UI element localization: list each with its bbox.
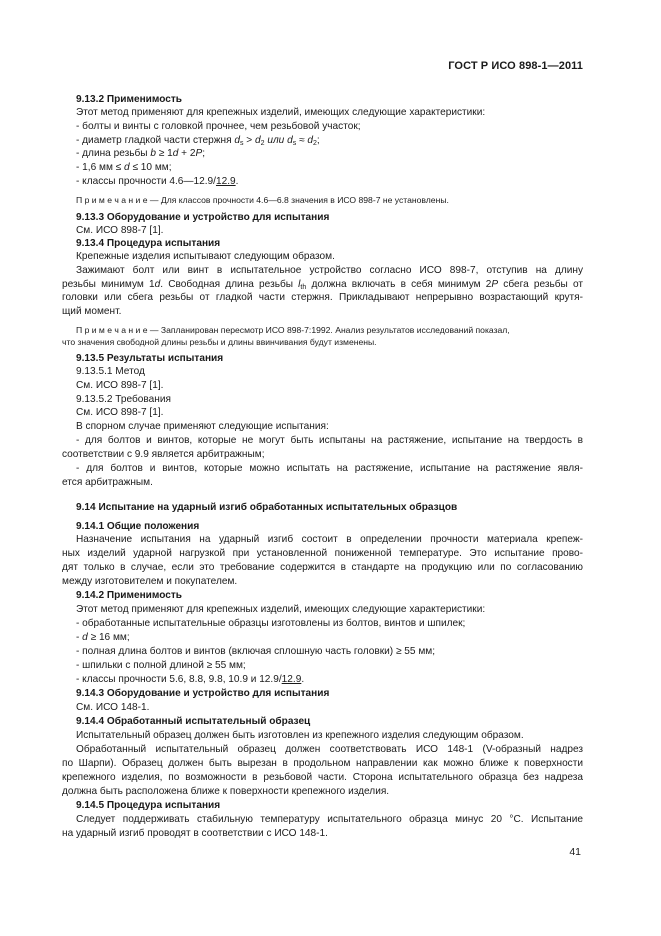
paragraph: Этот метод применяют для крепежных изделий, имеющих следующие характеристики: (76, 604, 486, 615)
paragraph: См. ИСО 898-7 [1]. (76, 407, 164, 418)
paragraph: См. ИСО 148-1. (76, 702, 150, 713)
section-9-13-5-title: 9.13.5 Результаты испытания (76, 353, 224, 364)
paragraph-line: Назначение испытания на ударный изгиб состоит в определении прочности материала крепеж- (76, 534, 583, 545)
list-item-line: ется арбитражным. (62, 477, 153, 488)
paragraph: В спорном случае применяют следующие испытания: (76, 421, 329, 432)
note-line: что значения свободной длины резьбы и длины ввинчивания будут изменены. (62, 337, 377, 347)
paragraph-line: Следует поддерживать стабильную температуру испытательного образца минус 20 °С. Испытание (76, 814, 583, 825)
document-header: ГОСТ Р ИСО 898-1—2011 (448, 60, 583, 72)
paragraph-line: Зажимают болт или винт в испытательное устройство согласно ИСО 898-7, отступив на длину (76, 265, 583, 276)
paragraph: Этот метод применяют для крепежных изделий, имеющих следующие характеристики: (76, 107, 486, 118)
paragraph-line: между изготовителем и покупателем. (62, 576, 238, 587)
section-9-13-3-title: 9.13.3 Оборудование и устройство для испытания (76, 212, 330, 223)
paragraph: Крепежные изделия испытывают следующим образом. (76, 251, 335, 262)
list-item: - классы прочности 5.6, 8.8, 9.8, 10.9 и 12.9/12.9. (76, 674, 305, 685)
section-9-13-2-title: 9.13.2 Применимость (76, 94, 183, 105)
list-item: - диаметр гладкой части стержня $d_s > d_2$ или $d_s \approx d_2$; (76, 135, 320, 147)
paragraph-line: по Шарпи). Образец должен быть вырезан в продольном направлении как можно ближе к поверхности (62, 758, 583, 769)
section-9-14-2-title: 9.14.2 Применимость (76, 590, 183, 601)
paragraph-line: Обработанный испытательный образец должен соответствовать ИСО 148-1 (V-образный надрез (76, 744, 583, 755)
paragraph-line: дят только в случае, если это требование содержится в стандарте на продукцию или по согласованию (62, 562, 583, 573)
paragraph: См. ИСО 898-7 [1]. (76, 380, 164, 391)
note: П р и м е ч а н и е — Запланирован пересмотр ИСО 898-7:1992. Анализ результатов исследований показал, (76, 325, 510, 335)
section-9-13-4-title: 9.13.4 Процедура испытания (76, 238, 221, 249)
subsection-title: 9.13.5.2 Требования (76, 394, 171, 405)
list-item: - полная длина болтов и винтов (включая сплошную часть головки) ≥ 55 мм; (76, 646, 436, 657)
list-item: - 1,6 мм ≤ d ≤ 10 мм; (76, 162, 172, 173)
list-item-line: соответствии с 9.9 является арбитражным; (62, 449, 265, 460)
list-item: - шпильки с полной длиной ≥ 55 мм; (76, 660, 246, 671)
paragraph-line: резьбы минимум 1d. Свободная длина резьбы $l_{th}$ должна включать в себя минимум 2P сбега резьбы от (62, 279, 583, 291)
list-item: - болты и винты с головкой прочнее, чем резьбовой участок; (76, 121, 361, 132)
list-item: - для болтов и винтов, которые можно испытать на растяжение, испытание на растяжение явля- (76, 463, 583, 474)
section-9-14-4-title: 9.14.4 Обработанный испытательный образец (76, 716, 311, 727)
subsection-title: 9.13.5.1 Метод (76, 366, 145, 377)
section-9-14-3-title: 9.14.3 Оборудование и устройство для испытания (76, 688, 330, 699)
paragraph-line: должна быть расположена ближе к поверхности крепежного изделия. (62, 786, 390, 797)
list-item: - для болтов и винтов, которые не могут быть испытаны на растяжение, испытание на твердость в (76, 435, 583, 446)
paragraph: Испытательный образец должен быть изготовлен из крепежного изделия следующим образом. (76, 730, 524, 741)
note: П р и м е ч а н и е — Для классов прочности 4.6—6.8 значения в ИСО 898-7 не установлены. (76, 195, 449, 205)
paragraph: См. ИСО 898-7 [1]. (76, 225, 164, 236)
section-9-14-title: 9.14 Испытание на ударный изгиб обработанных испытательных образцов (76, 502, 458, 513)
list-item: - обработанные испытательные образцы изготовлены из болтов, винтов и шпилек; (76, 618, 466, 629)
paragraph-line: щий момент. (62, 306, 122, 317)
paragraph-line: головки или сбега резьбы от гладкой части стержня. Прикладывают непрерывно возрастающий крутя- (62, 292, 583, 303)
paragraph-line: на ударный изгиб проводят в соответствии с ИСО 148-1. (62, 828, 328, 839)
list-item: - длина резьбы b ≥ 1d + 2P; (76, 148, 205, 159)
list-item: - d ≥ 16 мм; (76, 632, 130, 643)
paragraph-line: крепежного изделия, по возможности в резьбовой части. Сторона испытательного образца без надреза (62, 772, 583, 783)
section-9-14-5-title: 9.14.5 Процедура испытания (76, 800, 221, 811)
paragraph-line: ных изделий ударной нагрузкой при установленной пониженной температуре. Это испытание прово- (62, 548, 583, 559)
page-number: 41 (569, 846, 581, 858)
section-9-14-1-title: 9.14.1 Общие положения (76, 521, 200, 532)
list-item: - классы прочности 4.6—12.9/12.9. (76, 176, 239, 187)
